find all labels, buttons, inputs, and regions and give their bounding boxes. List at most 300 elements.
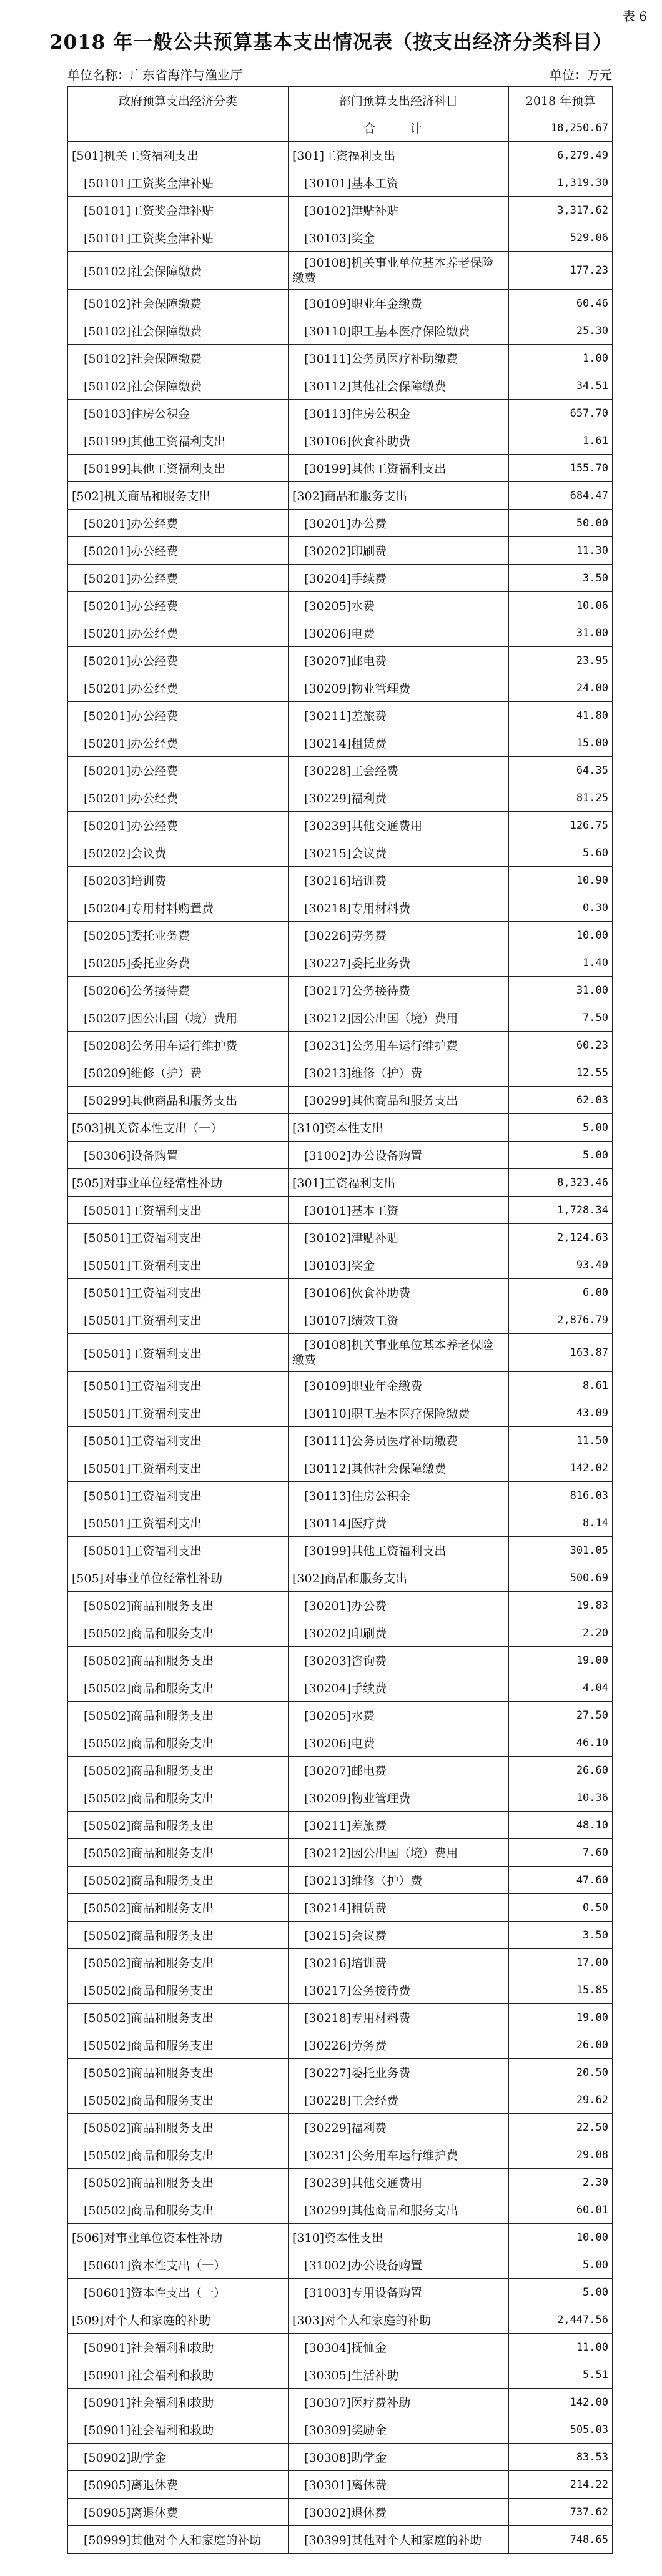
gov-category-cell: [50502]商品和服务支出 <box>68 2141 289 2169</box>
dept-category-cell: [30103]奖金 <box>289 1251 509 1279</box>
dept-category-cell: [30231]公务用车运行维护费 <box>289 2141 509 2169</box>
table-row <box>68 1922 613 1949</box>
dept-category-cell: [30106]伙食补助费 <box>289 1279 509 1306</box>
dept-category-cell: [30228]工会经费 <box>289 2086 509 2114</box>
dept-category-cell: [30205]水费 <box>289 592 509 619</box>
dept-category-cell: [30304]抚恤金 <box>289 2334 509 2361</box>
gov-category-cell: [50204]专用材料购置费 <box>68 894 289 922</box>
table-row <box>68 2114 613 2141</box>
budget-value-cell: 64.35 <box>509 757 613 784</box>
table-row <box>68 169 613 197</box>
gov-category-cell: [50901]社会福利和救助 <box>68 2334 289 2361</box>
dept-category-cell: [30205]水费 <box>289 1702 509 1729</box>
table-meta <box>67 65 612 83</box>
gov-category-cell: [50502]商品和服务支出 <box>68 2196 289 2224</box>
budget-value-cell: 500.69 <box>509 1564 613 1592</box>
gov-category-cell: [50502]商品和服务支出 <box>68 1839 289 1867</box>
dept-category-cell: [30213]维修（护）费 <box>289 1059 509 1087</box>
dept-category-cell: [30301]离休费 <box>289 2471 509 2499</box>
gov-category-cell: [50201]办公经费 <box>68 729 289 757</box>
gov-category-cell: [50199]其他工资福利支出 <box>68 427 289 455</box>
gov-category-cell: [501]机关工资福利支出 <box>68 142 289 169</box>
table-row <box>68 2361 613 2389</box>
table-row <box>68 2224 613 2251</box>
table-row <box>68 2389 613 2416</box>
budget-value-cell: 17.00 <box>509 1949 613 1976</box>
dept-category-cell: [30228]工会经费 <box>289 757 509 784</box>
budget-value-cell: 20.50 <box>509 2059 613 2086</box>
budget-value-cell: 5.00 <box>509 1142 613 1169</box>
table-row <box>68 2471 613 2499</box>
table-row <box>68 1976 613 2004</box>
budget-value-cell: 737.62 <box>509 2499 613 2526</box>
table-row <box>68 1334 613 1372</box>
dept-category-cell: [30204]手续费 <box>289 1674 509 1702</box>
budget-value-cell: 2.30 <box>509 2169 613 2196</box>
budget-value-cell: 19.00 <box>509 1647 613 1674</box>
dept-category-cell: [30399]其他对个人和家庭的补助 <box>289 2526 509 2554</box>
table-row <box>68 1004 613 1032</box>
dept-category-cell: [30203]咨询费 <box>289 1647 509 1674</box>
dept-category-cell: [30108]机关事业单位基本养老保险缴费 <box>289 1334 509 1372</box>
table-row <box>68 1702 613 1729</box>
gov-category-cell: [502]机关商品和服务支出 <box>68 482 289 510</box>
table-row <box>68 729 613 757</box>
table-row <box>68 1224 613 1251</box>
gov-category-cell: [50601]资本性支出（一） <box>68 2251 289 2279</box>
budget-value-cell: 10.00 <box>509 922 613 949</box>
table-row <box>68 1279 613 1306</box>
budget-value-cell: 5.60 <box>509 839 613 867</box>
gov-category-cell: [50103]住房公积金 <box>68 400 289 427</box>
table-row <box>68 1306 613 1334</box>
budget-value-cell: 163.87 <box>509 1334 613 1372</box>
table-row <box>68 1169 613 1197</box>
gov-category-cell: [50201]办公经费 <box>68 702 289 729</box>
gov-category-cell: [50306]设备购置 <box>68 1142 289 1169</box>
table-row <box>68 1509 613 1537</box>
gov-category-cell: [50502]商品和服务支出 <box>68 1867 289 1894</box>
table-row <box>68 400 613 427</box>
table-row <box>68 345 613 372</box>
dept-category-cell: [302]商品和服务支出 <box>289 482 509 510</box>
table-row <box>68 427 613 455</box>
document-title: 2018 年一般公共预算基本支出情况表（按支出经济分类科目） <box>49 31 613 54</box>
budget-value-cell: 60.46 <box>509 290 613 317</box>
gov-category-cell: [50101]工资奖金津补贴 <box>68 169 289 197</box>
dept-category-cell: [30213]维修（护）费 <box>289 1867 509 1894</box>
dept-category-cell: [30227]委托业务费 <box>289 949 509 977</box>
budget-value-cell: 83.53 <box>509 2444 613 2471</box>
gov-category-cell: [50501]工资福利支出 <box>68 1197 289 1224</box>
total-empty-cell <box>68 114 289 142</box>
gov-category-cell: [50102]社会保障缴费 <box>68 290 289 317</box>
dept-category-cell: [30212]因公出国（境）费用 <box>289 1839 509 1867</box>
gov-category-cell: [50501]工资福利支出 <box>68 1372 289 1399</box>
dept-category-cell: [30101]基本工资 <box>289 169 509 197</box>
dept-category-cell: [30212]因公出国（境）费用 <box>289 1004 509 1032</box>
dept-category-cell: [310]资本性支出 <box>289 2224 509 2251</box>
budget-value-cell: 214.22 <box>509 2471 613 2499</box>
budget-value-cell: 6.00 <box>509 1279 613 1306</box>
gov-category-cell: [50102]社会保障缴费 <box>68 372 289 400</box>
table-row <box>68 510 613 537</box>
gov-category-cell: [50501]工资福利支出 <box>68 1279 289 1306</box>
budget-value-cell: 26.00 <box>509 2031 613 2059</box>
table-row <box>68 455 613 482</box>
budget-value-cell: 25.30 <box>509 317 613 345</box>
dept-category-cell: [30227]委托业务费 <box>289 2059 509 2086</box>
gov-category-cell: [50502]商品和服务支出 <box>68 1784 289 1812</box>
table-row <box>68 1087 613 1114</box>
dept-category-cell: [30229]福利费 <box>289 784 509 812</box>
total-row <box>68 114 613 142</box>
gov-category-cell: [50502]商品和服务支出 <box>68 1949 289 1976</box>
dept-category-cell: [30226]劳务费 <box>289 2031 509 2059</box>
gov-category-cell: [50101]工资奖金津补贴 <box>68 197 289 224</box>
gov-category-cell: [50201]办公经费 <box>68 619 289 647</box>
unit-label: 单位：万元 <box>550 67 612 82</box>
dept-category-cell: [30112]其他社会保障缴费 <box>289 372 509 400</box>
budget-value-cell: 0.30 <box>509 894 613 922</box>
budget-value-cell: 81.25 <box>509 784 613 812</box>
budget-value-cell: 748.65 <box>509 2526 613 2554</box>
table-row <box>68 1427 613 1454</box>
gov-category-cell: [50502]商品和服务支出 <box>68 1674 289 1702</box>
dept-category-cell: [30202]印刷费 <box>289 537 509 565</box>
gov-category-cell: [50502]商品和服务支出 <box>68 1619 289 1647</box>
budget-value-cell: 3,317.62 <box>509 197 613 224</box>
dept-category-cell: [30108]机关事业单位基本养老保险缴费 <box>289 252 509 290</box>
header-dept-category: 部门预算支出经济科目 <box>289 87 509 114</box>
gov-category-cell: [50601]资本性支出（一） <box>68 2279 289 2306</box>
dept-category-cell: [30106]伙食补助费 <box>289 427 509 455</box>
table-row <box>68 1059 613 1087</box>
table-row <box>68 1784 613 1812</box>
dept-category-cell: [30215]会议费 <box>289 839 509 867</box>
table-row <box>68 2279 613 2306</box>
gov-category-cell: [50202]会议费 <box>68 839 289 867</box>
dept-category-cell: [30231]公务用车运行维护费 <box>289 1032 509 1059</box>
gov-category-cell: [50206]公务接待费 <box>68 977 289 1004</box>
budget-value-cell: 529.06 <box>509 224 613 252</box>
table-row <box>68 2086 613 2114</box>
table-row <box>68 372 613 400</box>
gov-category-cell: [50502]商品和服务支出 <box>68 2004 289 2031</box>
table-body <box>68 114 613 2554</box>
budget-value-cell: 41.80 <box>509 702 613 729</box>
budget-value-cell: 34.51 <box>509 372 613 400</box>
gov-category-cell: [505]对事业单位经常性补助 <box>68 1564 289 1592</box>
budget-value-cell: 10.00 <box>509 2224 613 2251</box>
table-row <box>68 2031 613 2059</box>
budget-value-cell: 48.10 <box>509 1812 613 1839</box>
table-row <box>68 977 613 1004</box>
dept-category-cell: [30308]助学金 <box>289 2444 509 2471</box>
dept-category-cell: [30207]邮电费 <box>289 1757 509 1784</box>
table-row <box>68 317 613 345</box>
dept-category-cell: [30109]职业年金缴费 <box>289 1372 509 1399</box>
table-row <box>68 2169 613 2196</box>
table-row <box>68 922 613 949</box>
gov-category-cell: [50501]工资福利支出 <box>68 1334 289 1372</box>
table-row <box>68 784 613 812</box>
table-row <box>68 1894 613 1922</box>
gov-category-cell: [50205]委托业务费 <box>68 922 289 949</box>
header-gov-category: 政府预算支出经济分类 <box>68 87 289 114</box>
gov-category-cell: [50502]商品和服务支出 <box>68 1702 289 1729</box>
gov-category-cell: [50299]其他商品和服务支出 <box>68 1087 289 1114</box>
table-row <box>68 1032 613 1059</box>
dept-category-cell: [30302]退休费 <box>289 2499 509 2526</box>
dept-category-cell: [30199]其他工资福利支出 <box>289 455 509 482</box>
table-header-row <box>68 87 613 114</box>
budget-value-cell: 50.00 <box>509 510 613 537</box>
dept-category-cell: [30214]租赁费 <box>289 1894 509 1922</box>
table-row <box>68 2416 613 2444</box>
dept-category-cell: [30216]培训费 <box>289 867 509 894</box>
gov-category-cell: [50201]办公经费 <box>68 647 289 674</box>
budget-value-cell: 15.00 <box>509 729 613 757</box>
table-row <box>68 592 613 619</box>
gov-category-cell: [50501]工资福利支出 <box>68 1482 289 1509</box>
budget-value-cell: 60.01 <box>509 2196 613 2224</box>
budget-value-cell: 505.03 <box>509 2416 613 2444</box>
budget-value-cell: 29.08 <box>509 2141 613 2169</box>
gov-category-cell: [50201]办公经费 <box>68 812 289 839</box>
gov-category-cell: [50502]商品和服务支出 <box>68 1757 289 1784</box>
dept-category-cell: [30102]津贴补贴 <box>289 1224 509 1251</box>
table-row <box>68 482 613 510</box>
table-row <box>68 1949 613 1976</box>
table-row <box>68 1867 613 1894</box>
budget-value-cell: 29.62 <box>509 2086 613 2114</box>
dept-category-cell: [30110]职工基本医疗保险缴费 <box>289 317 509 345</box>
table-row <box>68 839 613 867</box>
dept-category-cell: [30239]其他交通费用 <box>289 812 509 839</box>
dept-category-cell: [30305]生活补助 <box>289 2361 509 2389</box>
table-row <box>68 1114 613 1142</box>
table-row <box>68 867 613 894</box>
dept-category-cell: [30217]公务接待费 <box>289 977 509 1004</box>
dept-category-cell: [30204]手续费 <box>289 565 509 592</box>
dept-category-cell: [30211]差旅费 <box>289 1812 509 1839</box>
dept-category-cell: [30201]办公费 <box>289 1592 509 1619</box>
budget-value-cell: 3.50 <box>509 565 613 592</box>
budget-value-cell: 177.23 <box>509 252 613 290</box>
gov-category-cell: [50501]工资福利支出 <box>68 1454 289 1482</box>
gov-category-cell: [50201]办公经费 <box>68 537 289 565</box>
budget-value-cell: 816.03 <box>509 1482 613 1509</box>
table-row <box>68 2196 613 2224</box>
table-row <box>68 2004 613 2031</box>
table-row <box>68 2141 613 2169</box>
dept-category-cell: [30206]电费 <box>289 1729 509 1757</box>
budget-value-cell: 12.55 <box>509 1059 613 1087</box>
table-row <box>68 1142 613 1169</box>
budget-value-cell: 0.50 <box>509 1894 613 1922</box>
gov-category-cell: [50502]商品和服务支出 <box>68 2086 289 2114</box>
gov-category-cell: [50502]商品和服务支出 <box>68 2059 289 2086</box>
header-budget-2018: 2018 年预算 <box>509 87 613 114</box>
dept-category-cell: [30207]邮电费 <box>289 647 509 674</box>
budget-value-cell: 15.85 <box>509 1976 613 2004</box>
table-row <box>68 1454 613 1482</box>
budget-value-cell: 19.00 <box>509 2004 613 2031</box>
dept-category-cell: [30215]会议费 <box>289 1922 509 1949</box>
gov-category-cell: [503]机关资本性支出（一） <box>68 1114 289 1142</box>
budget-value-cell: 1.00 <box>509 345 613 372</box>
budget-value-cell: 4.04 <box>509 1674 613 1702</box>
unit-name-label: 单位名称：广东省海洋与渔业厅 <box>67 67 242 82</box>
table-row <box>68 2526 613 2554</box>
gov-category-cell: [50207]因公出国（境）费用 <box>68 1004 289 1032</box>
gov-category-cell: [50905]离退休费 <box>68 2471 289 2499</box>
budget-value-cell: 7.50 <box>509 1004 613 1032</box>
budget-table <box>67 86 613 2554</box>
gov-category-cell: [50102]社会保障缴费 <box>68 252 289 290</box>
budget-value-cell: 62.03 <box>509 1087 613 1114</box>
gov-category-cell: [50201]办公经费 <box>68 510 289 537</box>
dept-category-cell: [303]对个人和家庭的补助 <box>289 2306 509 2334</box>
gov-category-cell: [50502]商品和服务支出 <box>68 1894 289 1922</box>
table-row <box>68 1619 613 1647</box>
dept-category-cell: [31003]专用设备购置 <box>289 2279 509 2306</box>
gov-category-cell: [50502]商品和服务支出 <box>68 1812 289 1839</box>
gov-category-cell: [50901]社会福利和救助 <box>68 2361 289 2389</box>
budget-value-cell: 10.36 <box>509 1784 613 1812</box>
table-row <box>68 2306 613 2334</box>
budget-value-cell: 7.60 <box>509 1839 613 1867</box>
dept-category-cell: [30217]公务接待费 <box>289 1976 509 2004</box>
gov-category-cell: [50502]商品和服务支出 <box>68 1647 289 1674</box>
table-row <box>68 197 613 224</box>
budget-value-cell: 26.60 <box>509 1757 613 1784</box>
budget-value-cell: 126.75 <box>509 812 613 839</box>
table-row <box>68 1197 613 1224</box>
dept-category-cell: [31002]办公设备购置 <box>289 1142 509 1169</box>
table-row <box>68 1839 613 1867</box>
dept-category-cell: [30101]基本工资 <box>289 1197 509 1224</box>
dept-category-cell: [30226]劳务费 <box>289 922 509 949</box>
dept-category-cell: [30214]租赁费 <box>289 729 509 757</box>
budget-value-cell: 11.00 <box>509 2334 613 2361</box>
gov-category-cell: [50201]办公经费 <box>68 757 289 784</box>
gov-category-cell: [50208]公务用车运行维护费 <box>68 1032 289 1059</box>
gov-category-cell: [50901]社会福利和救助 <box>68 2389 289 2416</box>
gov-category-cell: [50502]商品和服务支出 <box>68 1976 289 2004</box>
dept-category-cell: [30111]公务员医疗补助缴费 <box>289 1427 509 1454</box>
gov-category-cell: [50905]离退休费 <box>68 2499 289 2526</box>
dept-category-cell: [30309]奖励金 <box>289 2416 509 2444</box>
budget-value-cell: 24.00 <box>509 674 613 702</box>
dept-category-cell: [30239]其他交通费用 <box>289 2169 509 2196</box>
gov-category-cell: [50201]办公经费 <box>68 674 289 702</box>
dept-category-cell: [30109]职业年金缴费 <box>289 290 509 317</box>
table-row <box>68 224 613 252</box>
table-row <box>68 290 613 317</box>
table-row <box>68 1399 613 1427</box>
dept-category-cell: [301]工资福利支出 <box>289 1169 509 1197</box>
dept-category-cell: [30211]差旅费 <box>289 702 509 729</box>
budget-value-cell: 142.00 <box>509 2389 613 2416</box>
budget-value-cell: 1,728.34 <box>509 1197 613 1224</box>
gov-category-cell: [50205]委托业务费 <box>68 949 289 977</box>
budget-value-cell: 5.51 <box>509 2361 613 2389</box>
dept-category-cell: [30112]其他社会保障缴费 <box>289 1454 509 1482</box>
gov-category-cell: [50201]办公经费 <box>68 592 289 619</box>
budget-value-cell: 155.70 <box>509 455 613 482</box>
budget-value-cell: 10.90 <box>509 867 613 894</box>
table-row <box>68 252 613 290</box>
dept-category-cell: [30199]其他工资福利支出 <box>289 1537 509 1564</box>
gov-category-cell: [50502]商品和服务支出 <box>68 1729 289 1757</box>
dept-category-cell: [310]资本性支出 <box>289 1114 509 1142</box>
table-row <box>68 1564 613 1592</box>
dept-category-cell: [301]工资福利支出 <box>289 142 509 169</box>
table-row <box>68 1812 613 1839</box>
table-number: 表 6 <box>622 9 647 24</box>
gov-category-cell: [50101]工资奖金津补贴 <box>68 224 289 252</box>
total-label: 合 计 <box>289 114 509 142</box>
budget-value-cell: 142.02 <box>509 1454 613 1482</box>
budget-value-cell: 19.83 <box>509 1592 613 1619</box>
dept-category-cell: [30299]其他商品和服务支出 <box>289 2196 509 2224</box>
gov-category-cell: [50501]工资福利支出 <box>68 1427 289 1454</box>
dept-category-cell: [30114]医疗费 <box>289 1509 509 1537</box>
table-row <box>68 949 613 977</box>
gov-category-cell: [505]对事业单位经常性补助 <box>68 1169 289 1197</box>
budget-value-cell: 31.00 <box>509 619 613 647</box>
budget-value-cell: 1.61 <box>509 427 613 455</box>
dept-category-cell: [30110]职工基本医疗保险缴费 <box>289 1399 509 1427</box>
budget-value-cell: 60.23 <box>509 1032 613 1059</box>
budget-value-cell: 1.40 <box>509 949 613 977</box>
dept-category-cell: [30103]奖金 <box>289 224 509 252</box>
dept-category-cell: [30107]绩效工资 <box>289 1306 509 1334</box>
total-value: 18,250.67 <box>509 114 613 142</box>
table-row <box>68 1647 613 1674</box>
budget-value-cell: 47.60 <box>509 1867 613 1894</box>
table-row <box>68 894 613 922</box>
budget-value-cell: 93.40 <box>509 1251 613 1279</box>
budget-value-cell: 5.00 <box>509 2251 613 2279</box>
dept-category-cell: [302]商品和服务支出 <box>289 1564 509 1592</box>
gov-category-cell: [50501]工资福利支出 <box>68 1537 289 1564</box>
budget-value-cell: 27.50 <box>509 1702 613 1729</box>
table-row <box>68 702 613 729</box>
table-row <box>68 812 613 839</box>
dept-category-cell: [30102]津贴补贴 <box>289 197 509 224</box>
budget-value-cell: 657.70 <box>509 400 613 427</box>
table-row <box>68 2334 613 2361</box>
dept-category-cell: [30216]培训费 <box>289 1949 509 1976</box>
budget-value-cell: 43.09 <box>509 1399 613 1427</box>
gov-category-cell: [50502]商品和服务支出 <box>68 2031 289 2059</box>
budget-value-cell: 2,124.63 <box>509 1224 613 1251</box>
gov-category-cell: [50502]商品和服务支出 <box>68 2114 289 2141</box>
gov-category-cell: [50501]工资福利支出 <box>68 1251 289 1279</box>
gov-category-cell: [50203]培训费 <box>68 867 289 894</box>
gov-category-cell: [50501]工资福利支出 <box>68 1306 289 1334</box>
budget-value-cell: 23.95 <box>509 647 613 674</box>
table-row <box>68 757 613 784</box>
gov-category-cell: [50501]工资福利支出 <box>68 1399 289 1427</box>
gov-category-cell: [50102]社会保障缴费 <box>68 345 289 372</box>
budget-value-cell: 22.50 <box>509 2114 613 2141</box>
dept-category-cell: [30299]其他商品和服务支出 <box>289 1087 509 1114</box>
budget-value-cell: 11.30 <box>509 537 613 565</box>
